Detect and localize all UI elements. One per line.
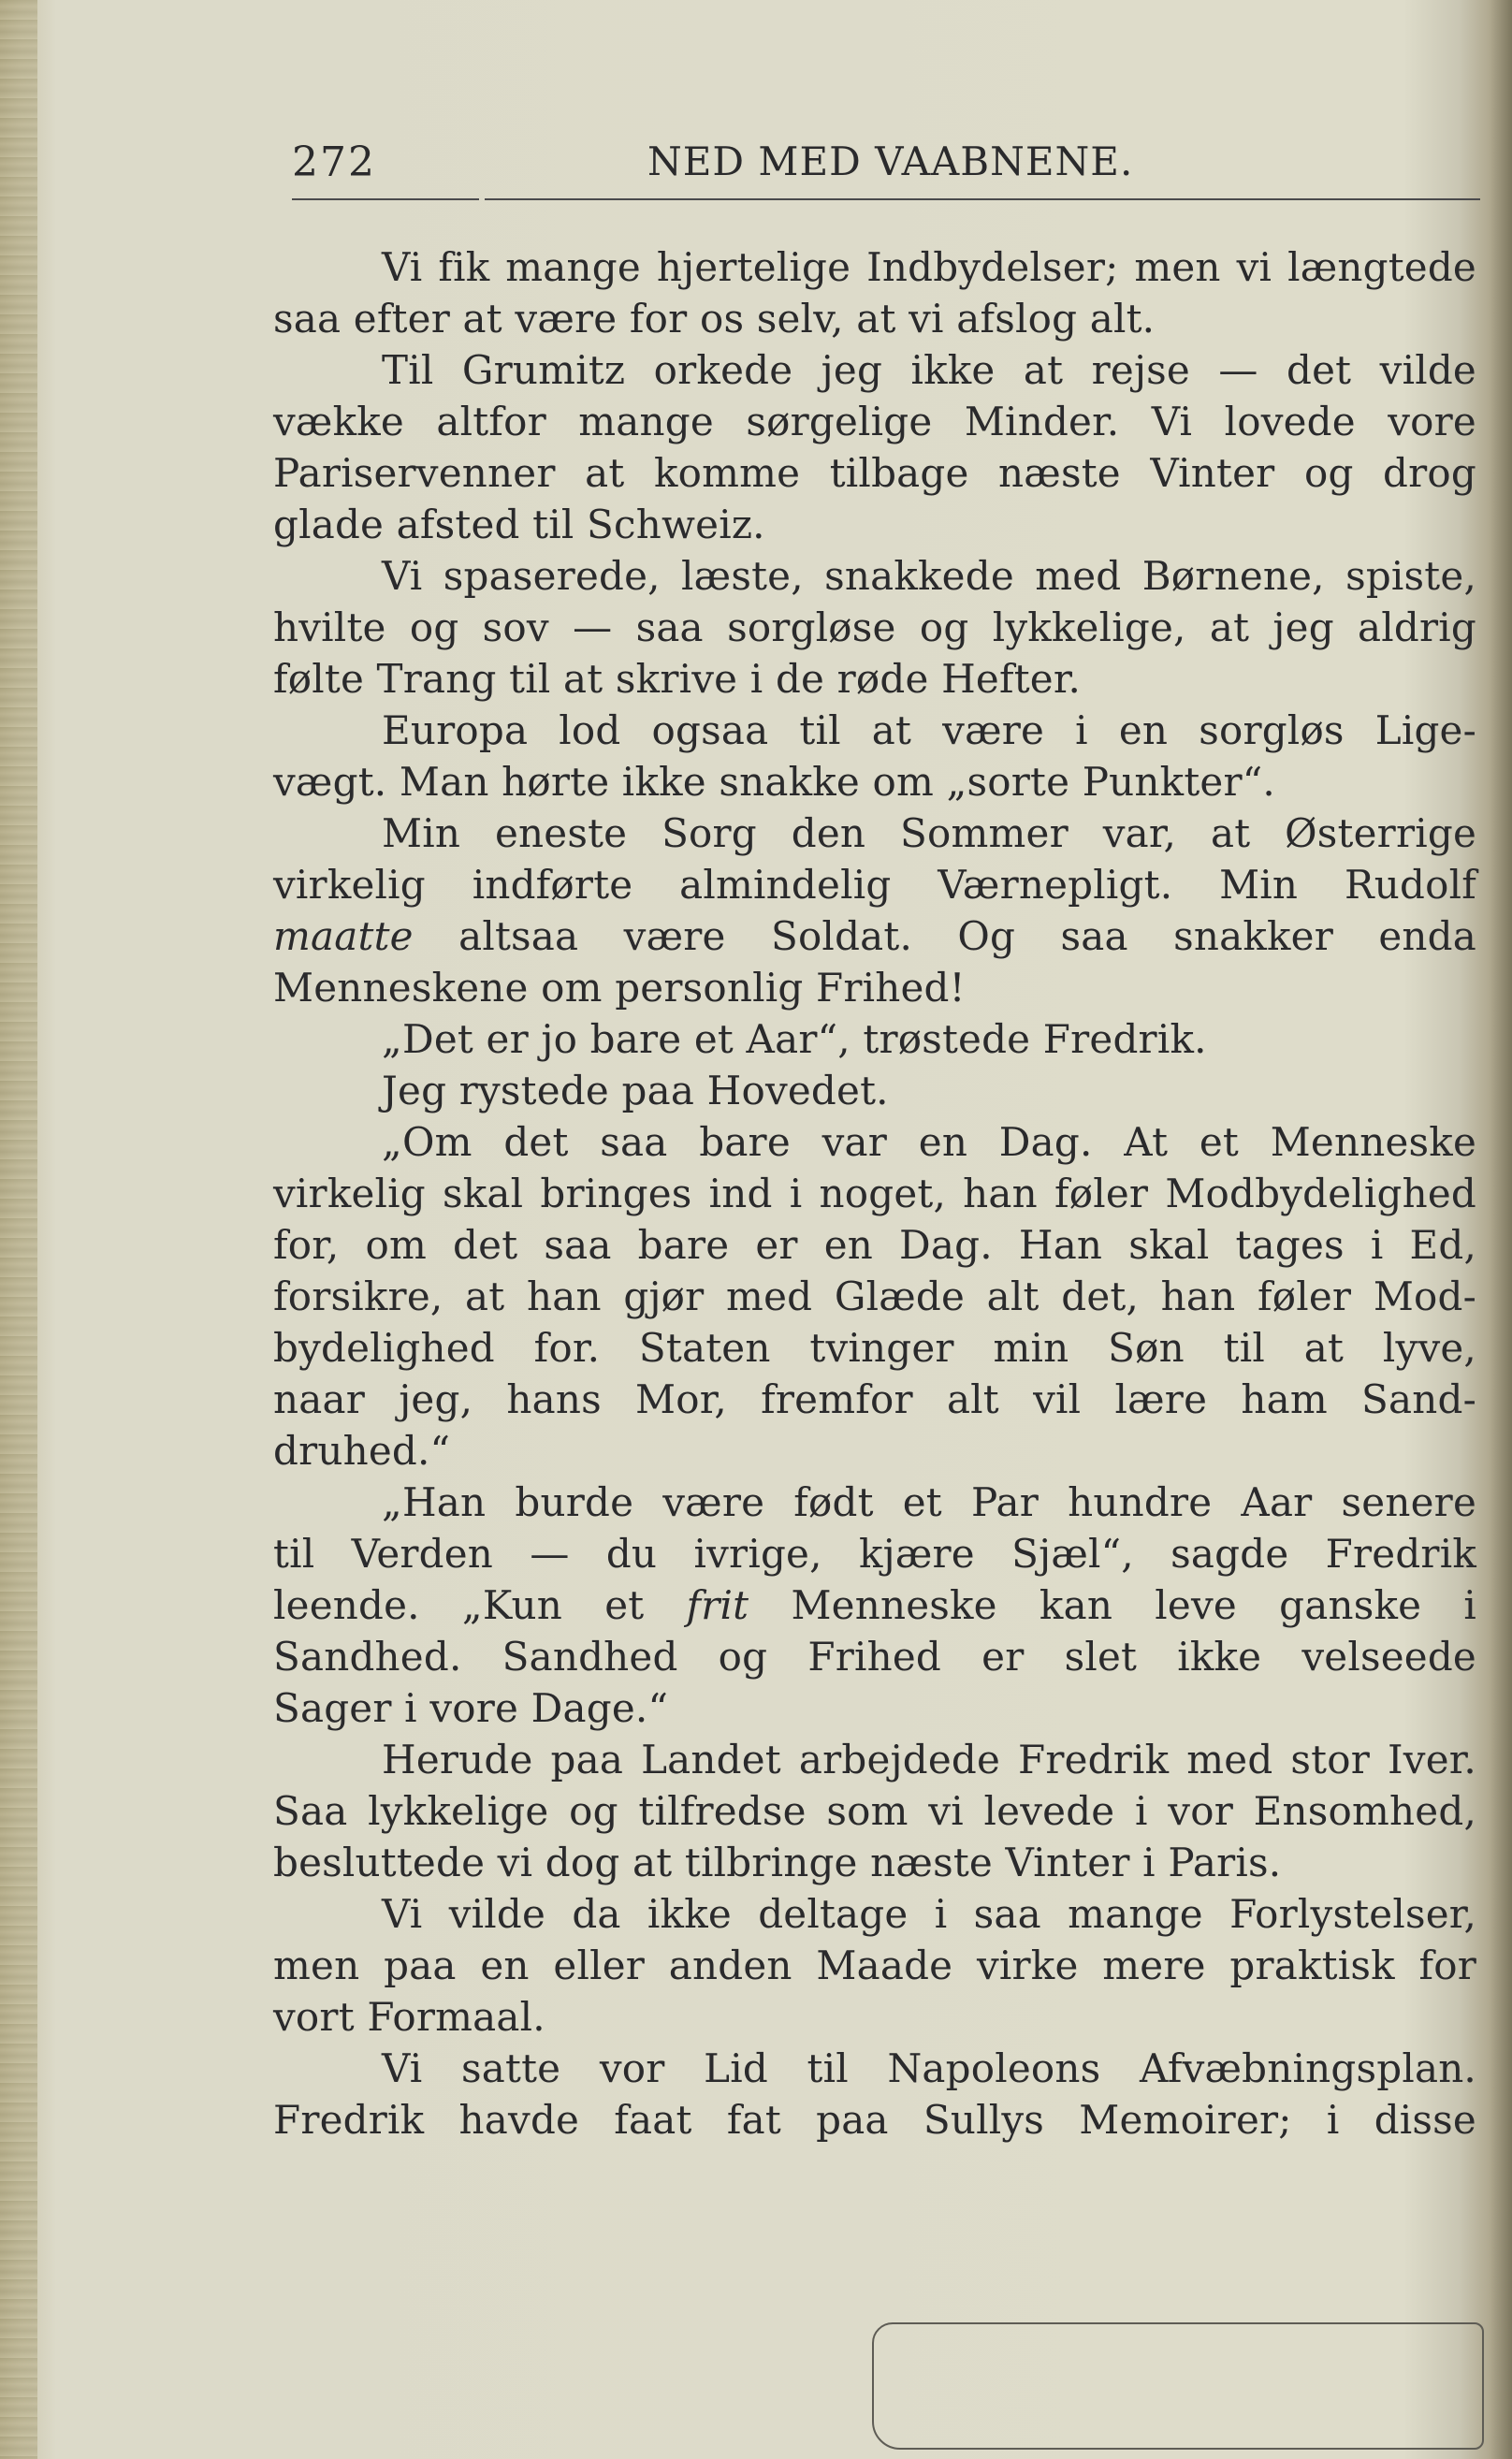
library-stamp-outline xyxy=(872,2322,1484,2450)
text-line: glade afsted til Schweiz. xyxy=(273,502,765,547)
text-line: Sandhed. Sandhed og Frihed er slet ikke velseede xyxy=(273,1634,1476,1680)
body-text xyxy=(273,241,1476,2146)
text-line: besluttede vi dog at tilbringe næste Vinter i Paris. xyxy=(273,1840,1282,1885)
text-line-rest: Menneske kan leve ganske i xyxy=(749,1582,1476,1628)
text-line: Europa lod ogsaa til at være i en sorgløs Lige- xyxy=(382,707,1476,753)
text-line: følte Trang til at skrive i de røde Hefter. xyxy=(273,656,1082,702)
italic-word-frit: frit xyxy=(686,1582,749,1628)
text-line: til Verden — du ivrige, kjære Sjæl“, sagde Fredrik xyxy=(273,1531,1476,1577)
header-rule-right xyxy=(485,198,1480,200)
text-line: Herude paa Landet arbejdede Fredrik med stor Iver. xyxy=(382,1737,1476,1782)
page-number: 272 xyxy=(292,138,376,186)
text-line: „Han burde være født et Par hundre Aar senere xyxy=(382,1479,1476,1525)
text-line: men paa en eller anden Maade virke mere praktisk for xyxy=(273,1942,1476,1988)
text-line: hvilte og sov — saa sorgløse og lykkelige, at jeg aldrig xyxy=(273,604,1476,650)
text-line: vægt. Man hørte ikke snakke om „sorte Punkter“. xyxy=(273,759,1275,805)
text-line: „Om det saa bare var en Dag. At et Menneske xyxy=(382,1119,1476,1165)
text-line: druhed.“ xyxy=(273,1428,451,1474)
text-line: vække altfor mange sørgelige Minder. Vi lovede vore xyxy=(273,399,1476,444)
text-line: Saa lykkelige og tilfredse som vi levede i vor Ensomhed, xyxy=(273,1788,1476,1834)
book-spine-edge xyxy=(0,0,37,2459)
text-line: for, om det saa bare er en Dag. Han skal tages i Ed, xyxy=(273,1222,1476,1268)
text-line-rest: altsaa være Soldat. Og saa snakker enda xyxy=(413,913,1476,959)
text-line: virkelig indførte almindelig Værnepligt. Min Rudolf xyxy=(273,862,1476,908)
text-line: Min eneste Sorg den Sommer var, at Østerrige xyxy=(382,810,1476,856)
text-line: virkelig skal bringes ind i noget, han føler Modbydelighed xyxy=(273,1171,1476,1216)
text-line: Vi fik mange hjertelige Indbydelser; men vi længtede xyxy=(382,244,1476,290)
text-line xyxy=(273,1579,1476,1631)
text-line-start: leende. „Kun et xyxy=(273,1582,687,1628)
page-right-edge xyxy=(1491,0,1512,2459)
text-line: Jeg rystede paa Hovedet. xyxy=(382,1068,889,1113)
italic-word-maatte: maatte xyxy=(273,913,414,959)
text-line: Vi vilde da ikke deltage i saa mange Forlystelser, xyxy=(382,1891,1476,1937)
text-line: „Det er jo bare et Aar“, trøstede Fredrik. xyxy=(382,1016,1207,1062)
text-line: naar jeg, hans Mor, fremfor alt vil lære ham Sand- xyxy=(273,1376,1476,1422)
text-line xyxy=(273,910,1476,962)
text-line: Fredrik havde faat fat paa Sullys Memoirer; i disse xyxy=(273,2097,1476,2143)
text-line: bydelighed for. Staten tvinger min Søn til at lyve, xyxy=(273,1325,1476,1371)
header-rule-left xyxy=(292,198,479,200)
text-line: saa efter at være for os selv, at vi afslog alt. xyxy=(273,296,1156,342)
text-line: Sager i vore Dage.“ xyxy=(273,1685,669,1731)
text-line: Vi spaserede, læste, snakkede med Børnene, spiste, xyxy=(382,553,1476,599)
text-line: Til Grumitz orkede jeg ikke at rejse — det vilde xyxy=(382,347,1476,393)
text-line: forsikre, at han gjør med Glæde alt det, han føler Mod- xyxy=(273,1273,1476,1319)
text-line: Vi satte vor Lid til Napoleons Afvæbningsplan. xyxy=(382,2045,1476,2091)
text-line: Pariservenner at komme tilbage næste Vinter og drog xyxy=(273,450,1476,496)
running-title: NED MED VAABNENE. xyxy=(647,138,1134,184)
text-line: Menneskene om personlig Frihed! xyxy=(273,965,966,1011)
text-line: vort Formaal. xyxy=(273,1994,545,2040)
page-header xyxy=(292,138,1480,195)
